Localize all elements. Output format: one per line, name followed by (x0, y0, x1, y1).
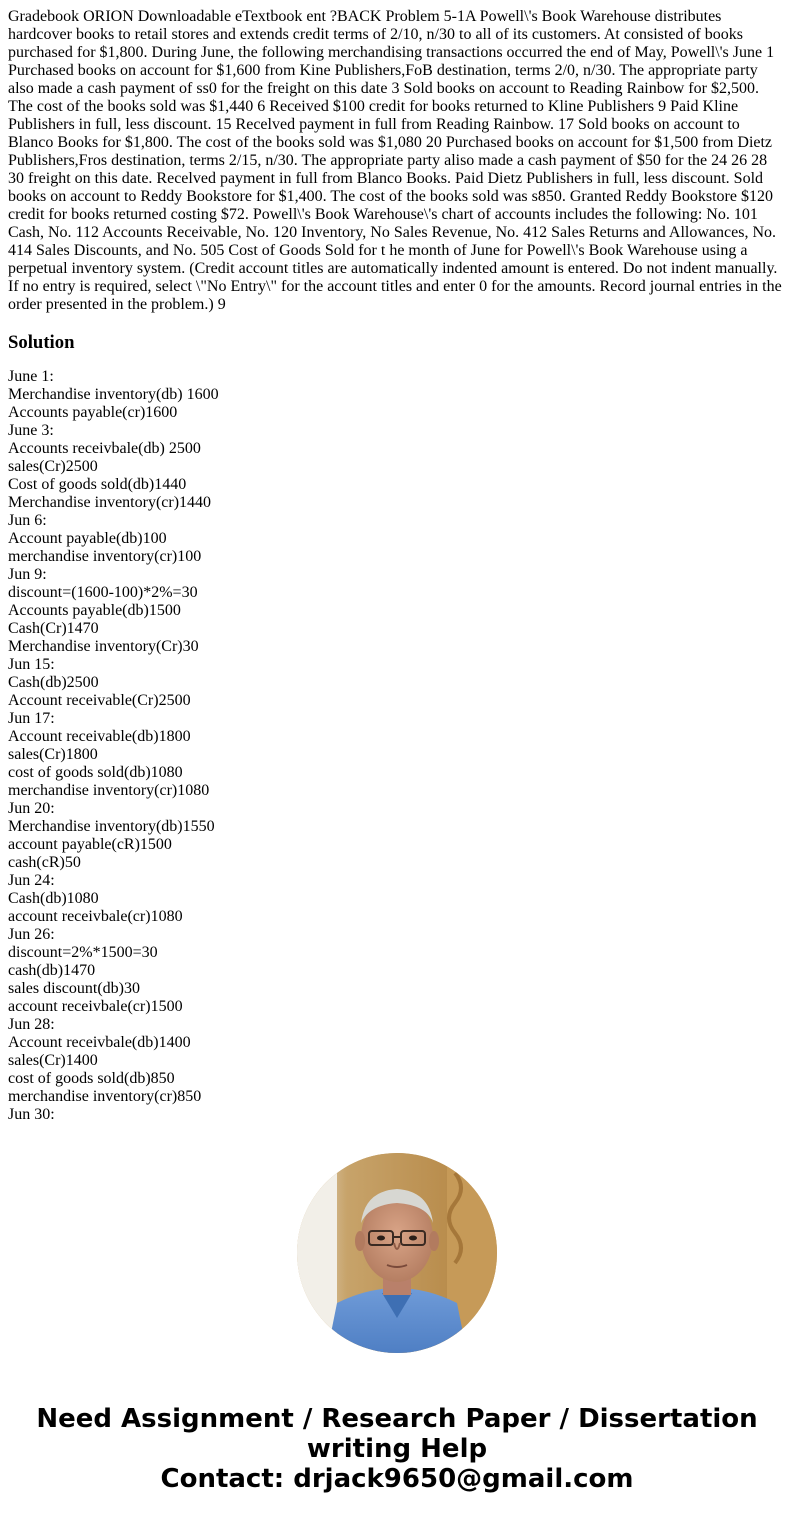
solution-line: sales(Cr)1400 (8, 1052, 98, 1069)
solution-line: cash(db)1470 (8, 962, 96, 979)
solution-line: Cost of goods sold(db)1440 (8, 476, 187, 493)
promo-banner (0, 1404, 794, 1494)
solution-line: Merchandise inventory(cr)1440 (8, 494, 212, 511)
solution-heading: Solution (8, 332, 75, 353)
solution-line: Accounts receivbale(db) 2500 (8, 440, 201, 457)
solution-line: sales discount(db)30 (8, 980, 140, 997)
solution-line: merchandise inventory(cr)100 (8, 548, 202, 565)
promo-contact: Contact: drjack9650@gmail.com (160, 1464, 634, 1494)
solution-line: Account receivable(db)1800 (8, 728, 191, 745)
solution-line: merchandise inventory(cr)1080 (8, 782, 210, 799)
solution-line: Jun 28: (8, 1016, 55, 1033)
solution-line: cost of goods sold(db)1080 (8, 764, 183, 781)
solution-line: Account payable(db)100 (8, 530, 167, 547)
solution-line: Jun 24: (8, 872, 55, 889)
solution-line: Cash(db)1080 (8, 890, 99, 907)
solution-line: Jun 6: (8, 512, 47, 529)
solution-line: account receivbale(cr)1500 (8, 998, 183, 1015)
solution-line: account payable(cR)1500 (8, 836, 172, 853)
solution-line: Merchandise inventory(Cr)30 (8, 638, 199, 655)
solution-line: discount=(1600-100)*2%=30 (8, 584, 198, 601)
solution-line: Accounts payable(cr)1600 (8, 404, 178, 421)
solution-line: Jun 15: (8, 656, 55, 673)
solution-line: Jun 17: (8, 710, 55, 727)
problem-text: Gradebook ORION Downloadable eTextbook ent ?BACK Problem 5-1A Powell\'s Book Warehouse distributes hardcover books to retail stores and extends credit terms of 2/10, n/30 to all of its customers. At consisted of books purchased for $1,800. During June, the following merchandising transactions occurred the end of May, Powell\'s June 1 Purchased books on account for $1,600 from Kine Publishers,FoB destination, terms 2/0, n/30. The appropriate party also made a cash payment of ss0 for the freight on this date 3 Sold books on account to Reading Rainbow for $2,500. The cost of the books sold was $1,440 6 Received $100 credit for books returned to Kline Publishers 9 Paid Kline Publishers in full, less discount. 15 Recelved payment in full from Reading Rainbow. 17 Sold books on account to Blanco Books for $1,800. The cost of the books sold was $1,080 20 Purchased books on account for $1,500 from Dietz Publishers,Fros destination, terms 2/15, n/30. The appropriate party aliso made a cash payment of $50 for the 24 26 28 30 freight on this date. Recelved payment in full from Blanco Books. Paid Dietz Publishers in full, less discount. Sold books on account to Reddy Bookstore for $1,400. The cost of the books sold was s850. Granted Reddy Bookstore $120 credit for books returned costing $72. Powell\'s Book Warehouse\'s chart of accounts includes the following: No. 101 Cash, No. 112 Accounts Receivable, No. 120 Inventory, No Sales Revenue, No. 412 Sales Returns and Allowances, No. 414 Sales Discounts, and No. 505 Cost of Goods Sold for t he month of June for Powell\'s Book Warehouse using a perpetual inventory system. (Credit account titles are automatically indented amount is entered. Do not indent manually. If no entry is required, select \"No Entry\" for the account titles and enter 0 for the amounts. Record journal entries in the order presented in the problem.) 9 (8, 8, 782, 313)
solution-line: Jun 9: (8, 566, 47, 583)
solution-line: June 3: (8, 422, 54, 439)
solution-line: cost of goods sold(db)850 (8, 1070, 175, 1087)
solution-line: Account receivable(Cr)2500 (8, 692, 191, 709)
solution-line: merchandise inventory(cr)850 (8, 1088, 202, 1105)
solution-line: June 1: (8, 368, 54, 385)
solution-line: Account receivbale(db)1400 (8, 1034, 191, 1051)
solution-line: Merchandise inventory(db) 1600 (8, 386, 219, 403)
solution-line: Accounts payable(db)1500 (8, 602, 181, 619)
solution-line: sales(Cr)1800 (8, 746, 98, 763)
solution-body (8, 368, 786, 1122)
solution-line: account receivbale(cr)1080 (8, 908, 183, 925)
promo-line-1: Need Assignment / Research Paper / Dissertation (36, 1404, 758, 1434)
solution-line: Jun 20: (8, 800, 55, 817)
solution-line: sales(Cr)2500 (8, 458, 98, 475)
solution-line: Cash(db)2500 (8, 674, 99, 691)
solution-line: Cash(Cr)1470 (8, 620, 99, 637)
author-avatar (297, 1153, 497, 1353)
solution-line: cash(cR)50 (8, 854, 81, 871)
solution-line: discount=2%*1500=30 (8, 944, 158, 961)
page-content (8, 8, 786, 1122)
solution-line: Merchandise inventory(db)1550 (8, 818, 215, 835)
solution-line: Jun 30: (8, 1106, 55, 1122)
solution-line: Jun 26: (8, 926, 55, 943)
promo-line-2: writing Help (306, 1434, 488, 1464)
author-photo-icon (297, 1153, 497, 1353)
